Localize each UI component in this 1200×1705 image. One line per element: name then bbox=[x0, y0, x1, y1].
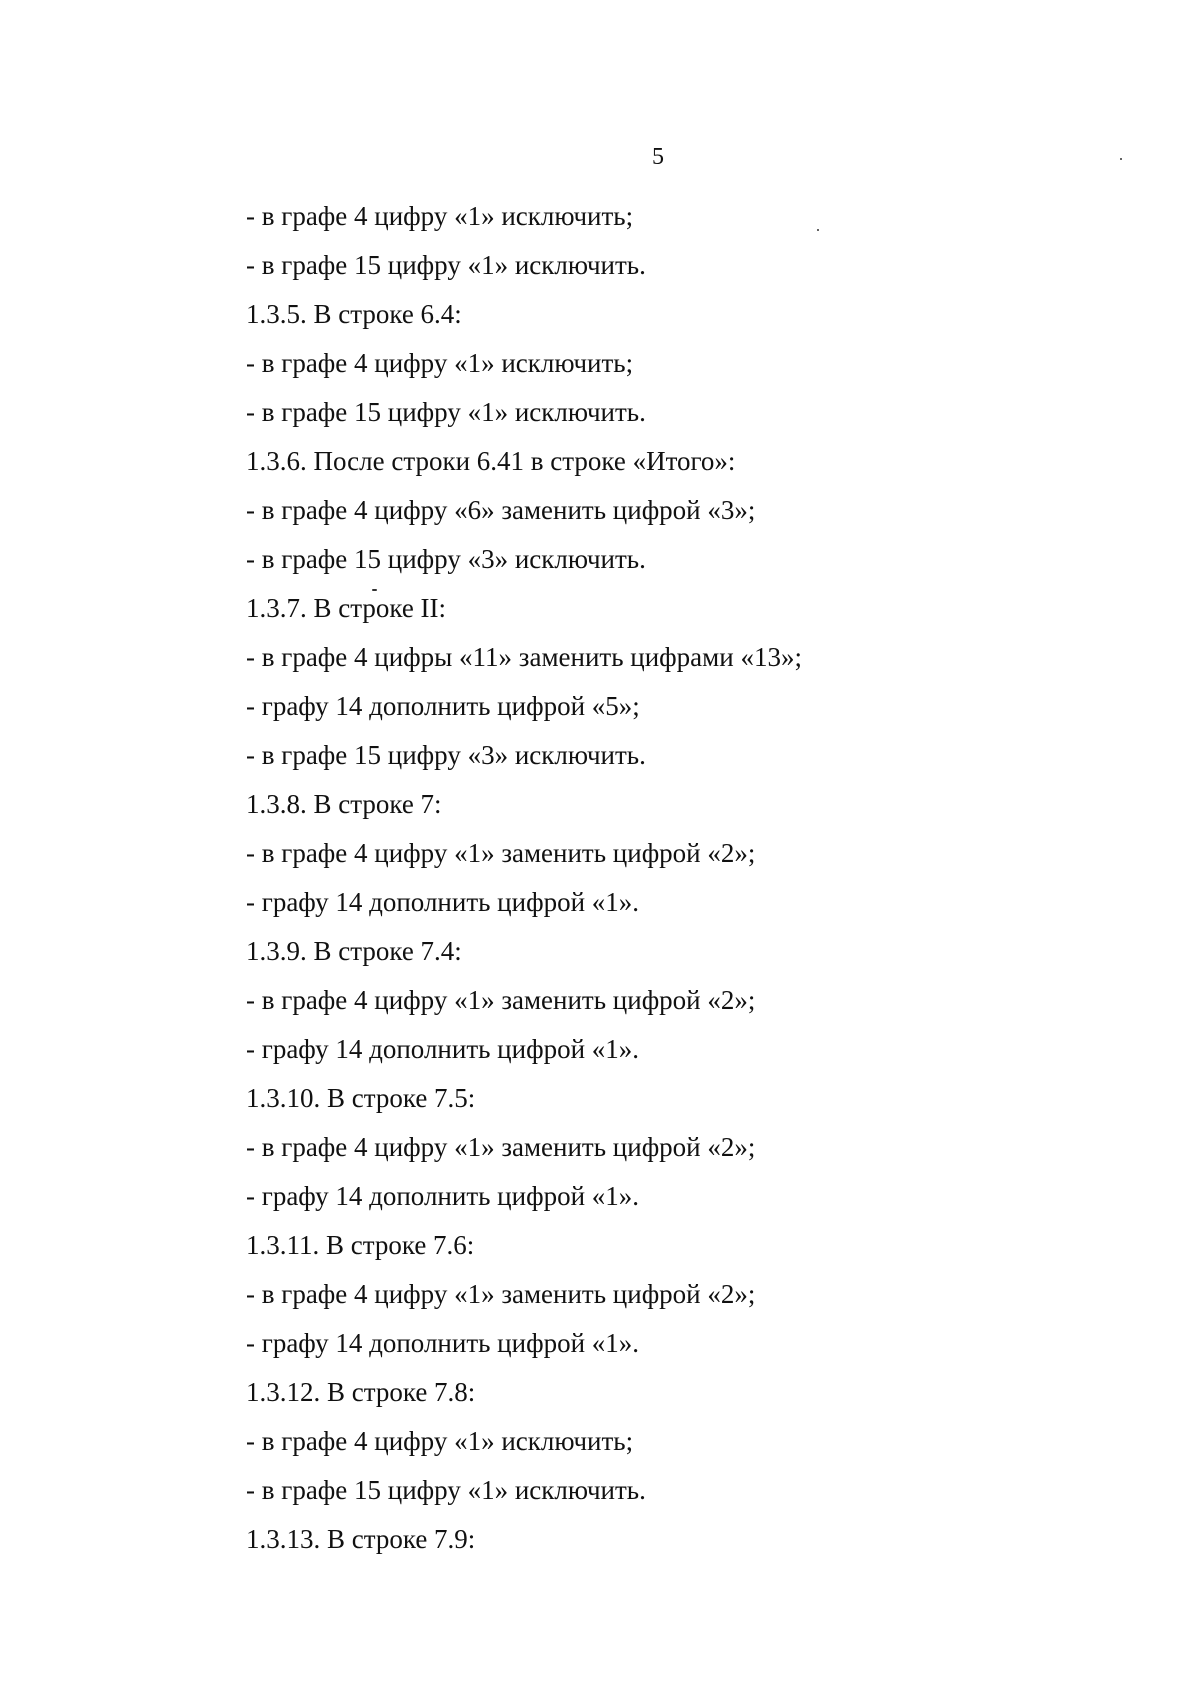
scan-speck bbox=[817, 229, 819, 231]
section-heading: 1.3.6. После строки 6.41 в строке «Итого»: bbox=[246, 446, 736, 476]
text-line: - графу 14 дополнить цифрой «1». bbox=[246, 887, 640, 917]
text-line: - в графе 4 цифру «1» исключить; bbox=[246, 348, 634, 378]
text-line: - графу 14 дополнить цифрой «1». bbox=[246, 1034, 640, 1064]
text-line: - в графе 15 цифру «1» исключить. bbox=[246, 250, 646, 280]
text-line: - в графе 15 цифру «3» исключить. bbox=[246, 740, 646, 770]
text-line: - в графе 4 цифру «1» исключить; bbox=[246, 1426, 634, 1456]
text-line: - в графе 15 цифру «3» исключить. bbox=[246, 544, 646, 574]
text-line: - в графе 4 цифру «1» заменить цифрой «2»; bbox=[246, 838, 756, 868]
text-line: - в графе 4 цифру «1» заменить цифрой «2»; bbox=[246, 1279, 756, 1309]
text-line: - в графе 4 цифры «11» заменить цифрами «13»; bbox=[246, 642, 802, 672]
text-line: - в графе 4 цифру «6» заменить цифрой «3»; bbox=[246, 495, 756, 525]
text-line: - в графе 15 цифру «1» исключить. bbox=[246, 397, 646, 427]
text-line: - в графе 4 цифру «1» исключить; bbox=[246, 201, 634, 231]
section-heading: 1.3.12. В строке 7.8: bbox=[246, 1377, 476, 1407]
section-heading: 1.3.13. В строке 7.9: bbox=[246, 1524, 476, 1554]
section-heading: 1.3.11. В строке 7.6: bbox=[246, 1230, 475, 1260]
text-line: - графу 14 дополнить цифрой «1». bbox=[246, 1181, 640, 1211]
section-heading: 1.3.5. В строке 6.4: bbox=[246, 299, 462, 329]
text-line: - графу 14 дополнить цифрой «1». bbox=[246, 1328, 640, 1358]
section-heading: 1.3.9. В строке 7.4: bbox=[246, 936, 462, 966]
scan-speck bbox=[372, 589, 377, 591]
text-line: - графу 14 дополнить цифрой «5»; bbox=[246, 691, 640, 721]
scan-speck bbox=[1120, 158, 1122, 160]
section-heading: 1.3.8. В строке 7: bbox=[246, 789, 442, 819]
section-heading: 1.3.10. В строке 7.5: bbox=[246, 1083, 476, 1113]
text-line: - в графе 4 цифру «1» заменить цифрой «2»; bbox=[246, 1132, 756, 1162]
text-line: - в графе 15 цифру «1» исключить. bbox=[246, 1475, 646, 1505]
section-heading: 1.3.7. В строке II: bbox=[246, 593, 447, 623]
text-line: - в графе 4 цифру «1» заменить цифрой «2»; bbox=[246, 985, 756, 1015]
page-number: 5 bbox=[652, 144, 664, 170]
document-body bbox=[246, 201, 802, 1573]
